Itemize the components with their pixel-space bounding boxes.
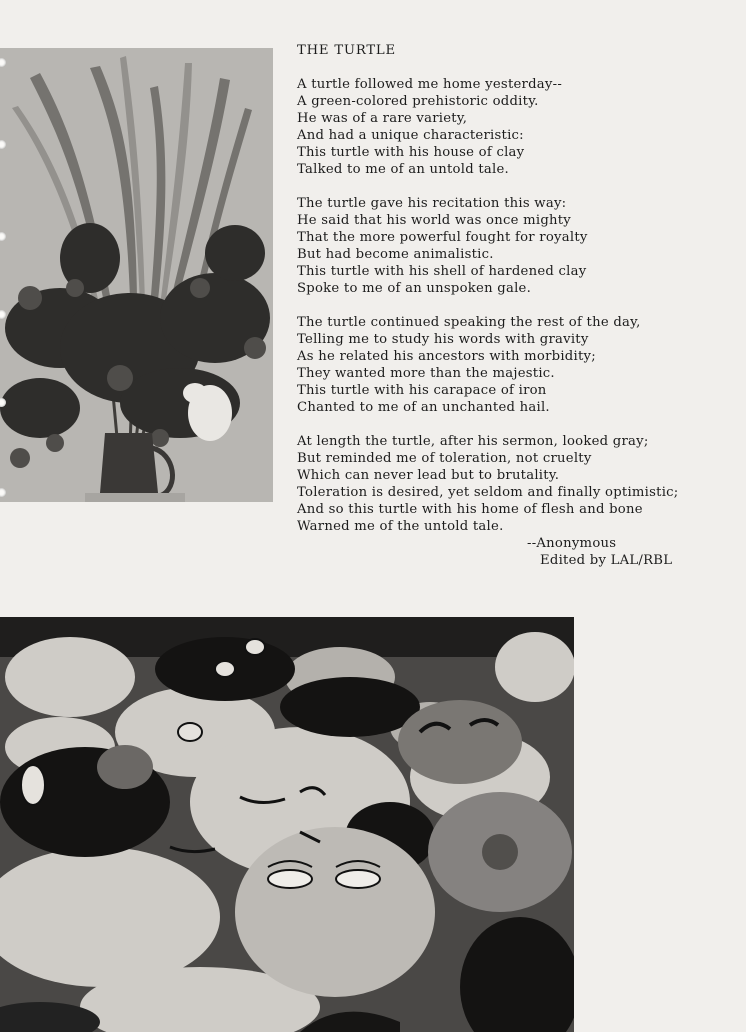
poem-line: This turtle with his shell of hardened clay [297, 264, 587, 279]
poem-line: Spoke to me of an unspoken gale. [297, 281, 532, 296]
poem-line: He said that his world was once mighty [297, 213, 572, 228]
poem-line: This turtle with his house of clay [297, 145, 525, 160]
masks-photo [0, 617, 574, 1032]
poem-line: Telling me to study his words with gravity [297, 332, 589, 347]
poem-line: At length the turtle, after his sermon, looked gray; [297, 434, 649, 449]
poem-line: But had become animalistic. [297, 247, 494, 262]
poem [297, 42, 737, 569]
poem-line: Talked to me of an untold tale. [297, 162, 509, 177]
poem-line: A green-colored prehistoric oddity. [297, 94, 539, 109]
poem-line: They wanted more than the majestic. [297, 366, 555, 381]
poem-line: Which can never lead but to brutality. [297, 468, 560, 483]
poem-line: The turtle continued speaking the rest of the day, [297, 315, 641, 330]
poem-line: But reminded me of toleration, not cruelty [297, 451, 592, 466]
poem-stanza [297, 195, 737, 297]
flower-vase-photo [0, 48, 273, 502]
poem-stanza [297, 433, 737, 535]
poem-line: This turtle with his carapace of iron [297, 383, 547, 398]
poem-line: The turtle gave his recitation this way: [297, 196, 567, 211]
poem-title: THE TURTLE [297, 43, 396, 58]
poem-stanza [297, 314, 737, 416]
poem-line: As he related his ancestors with morbidity; [297, 349, 596, 364]
poem-line: And so this turtle with his home of flesh and bone [297, 502, 643, 517]
poem-stanza [297, 76, 737, 178]
poem-line: Toleration is desired, yet seldom and finally optimistic; [297, 485, 679, 500]
poem-editor: Edited by LAL/RBL [540, 553, 673, 568]
poem-line: Chanted to me of an unchanted hail. [297, 400, 550, 415]
poem-author: --Anonymous [527, 536, 617, 551]
poem-line: That the more powerful fought for royalty [297, 230, 588, 245]
poem-line: Warned me of the untold tale. [297, 519, 504, 534]
poem-line: And had a unique characteristic: [297, 128, 524, 143]
poem-line: He was of a rare variety, [297, 111, 468, 126]
poem-line: A turtle followed me home yesterday-- [297, 77, 563, 92]
